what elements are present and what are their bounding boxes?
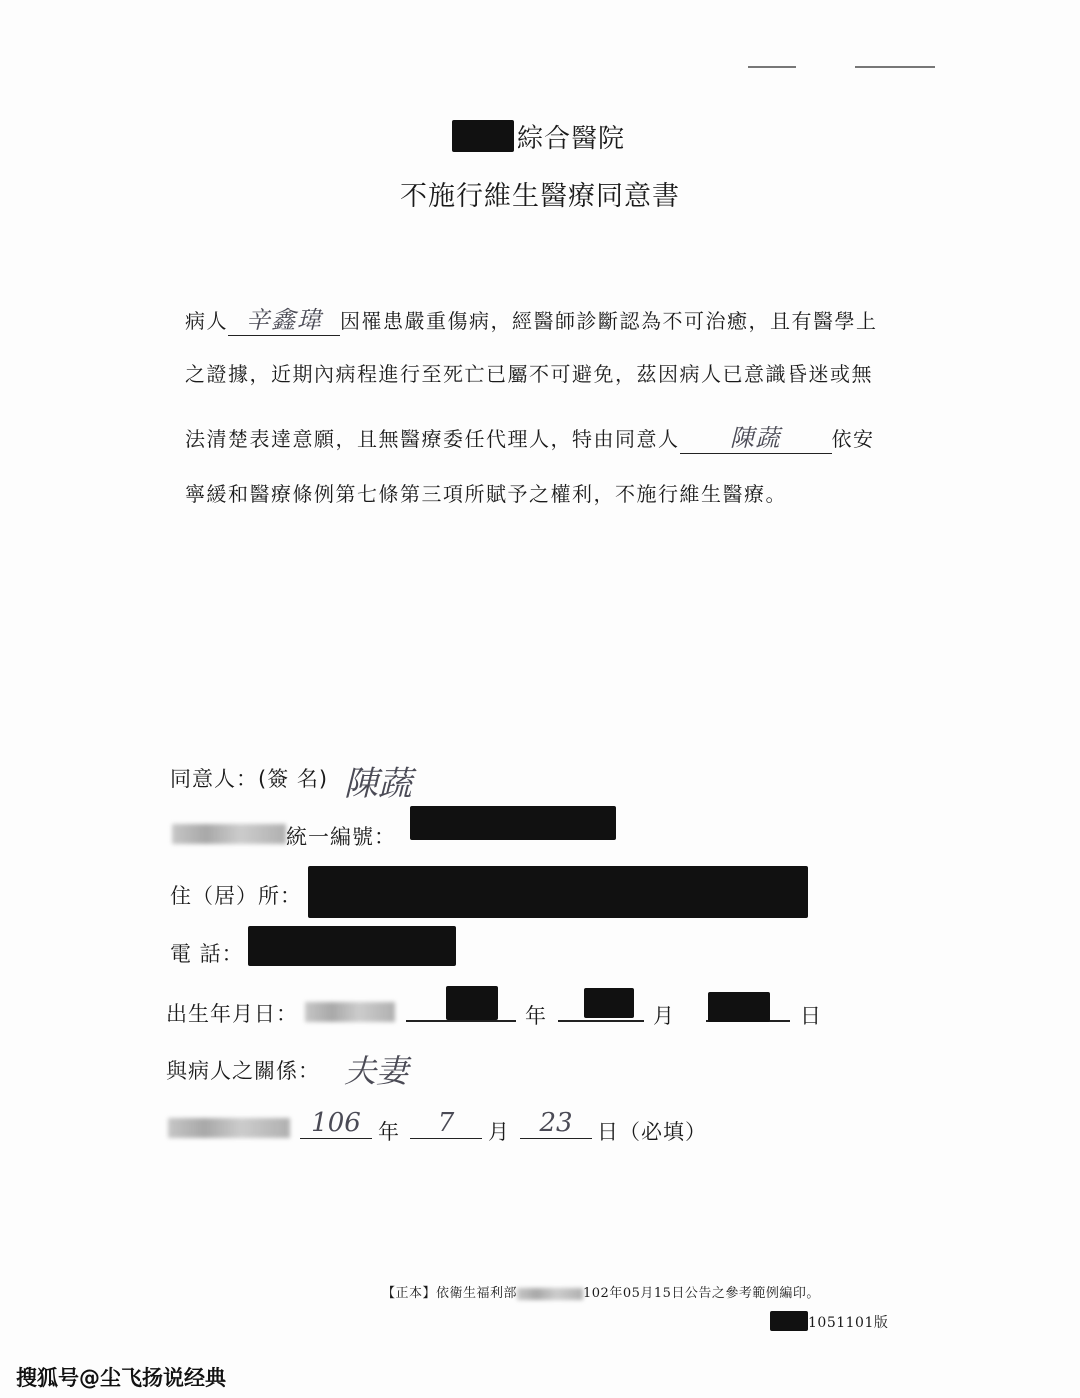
id-number-redaction <box>410 806 616 840</box>
footer-notice <box>382 1282 820 1301</box>
address-redaction <box>308 866 808 918</box>
consent-line-1 <box>185 300 878 336</box>
consent-line-2: 之證據，近期內病程進行至死亡已屬不可避免，茲因病人已意識昏迷或無 <box>185 362 873 386</box>
consent-text-3: 法清楚表達意願，且無醫療委任代理人，特由同意人 <box>185 427 680 451</box>
watermark: 搜狐号@尘飞扬说经典 <box>16 1366 226 1390</box>
footer-notice-b: 102年05月15日公告之參考範例編印。 <box>583 1286 820 1301</box>
phone-redaction <box>248 926 456 966</box>
date-month-char: 月 <box>488 1120 510 1144</box>
consent-text-3b: 依安 <box>831 427 875 451</box>
signer-label: 同意人：(簽 名) <box>170 767 329 791</box>
consent-line-3 <box>185 418 875 454</box>
dob-month-line <box>558 1020 644 1022</box>
relation-label: 與病人之關係： <box>166 1059 320 1083</box>
label-patient: 病人 <box>185 309 228 333</box>
patient-name-handwriting: 辛鑫瑋 <box>228 300 340 336</box>
dob-day-redaction <box>708 992 770 1022</box>
dob-day-char: 日 <box>800 1004 822 1028</box>
date-suffix: 日（必填） <box>597 1120 707 1144</box>
hospital-name-redaction <box>452 120 514 152</box>
date-year-char: 年 <box>378 1120 400 1144</box>
date-day-handwriting: 23 <box>520 1108 592 1139</box>
relation-handwriting: 夫妻 <box>344 1052 409 1090</box>
consenter-name-handwriting: 陳蔬 <box>680 418 832 454</box>
footer-blurred-text <box>517 1288 583 1300</box>
dob-label: 出生年月日： <box>166 1002 298 1026</box>
id-label: 統一編號： <box>286 825 396 849</box>
dob-year-redaction <box>446 986 498 1020</box>
consent-line-4: 寧緩和醫療條例第七條第三項所賦予之權利，不施行維生醫療。 <box>185 482 787 506</box>
scan-mark <box>855 66 935 68</box>
date-year-handwriting: 106 <box>300 1108 372 1139</box>
footer-notice-a: 【正本】依衛生福利部 <box>382 1286 518 1301</box>
consent-text-1: 因罹患嚴重傷病，經醫師診斷認為不可治癒，且有醫學上 <box>340 309 878 333</box>
date-label-blurred <box>168 1118 290 1138</box>
document-title: 不施行維生醫療同意書 <box>400 181 680 212</box>
dob-year-line <box>406 1020 516 1022</box>
scan-mark <box>748 66 796 68</box>
id-type-blurred <box>172 824 286 844</box>
hospital-suffix: 綜合醫院 <box>517 124 626 154</box>
version-redaction <box>770 1311 808 1331</box>
dob-month-char: 月 <box>653 1004 675 1028</box>
address-label: 住（居）所： <box>170 884 302 908</box>
phone-label: 電 話： <box>170 942 244 966</box>
signer-signature: 陳蔬 <box>344 764 412 804</box>
version-label: 1051101版 <box>808 1315 889 1331</box>
date-month-handwriting: 7 <box>410 1108 482 1139</box>
dob-type-blurred <box>305 1002 395 1022</box>
dob-year-char: 年 <box>525 1004 547 1028</box>
dob-month-redaction <box>584 988 634 1018</box>
